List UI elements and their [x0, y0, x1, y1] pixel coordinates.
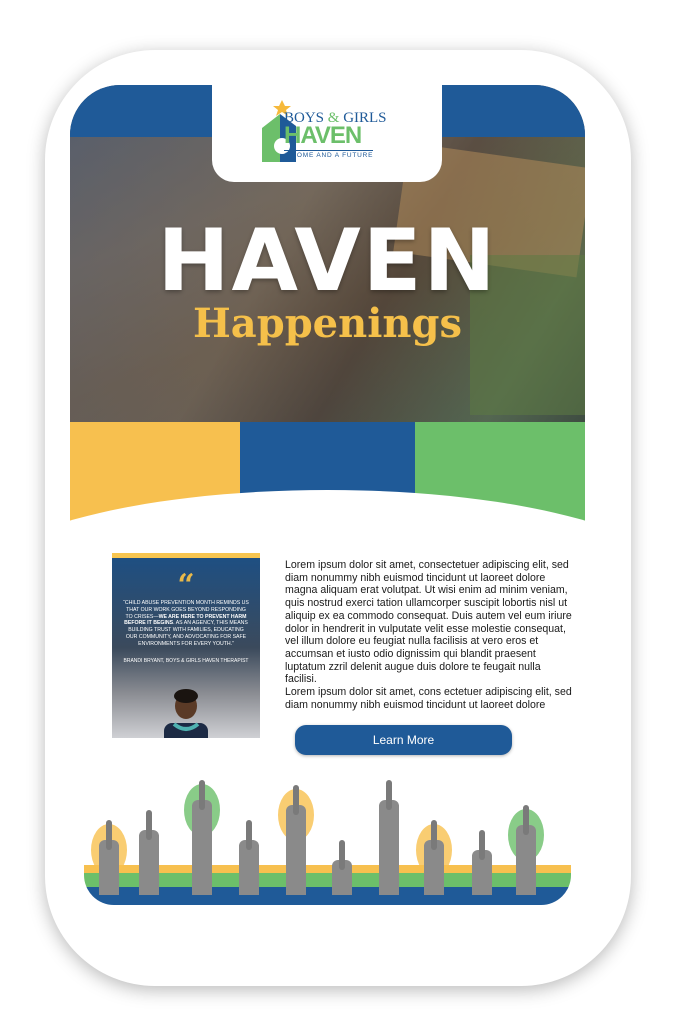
body-text-line: facilisi.	[285, 673, 317, 686]
body-text-line: Lorem ipsum dolor sit amet, cons ectetuer adipiscing elit, sed	[285, 686, 572, 699]
raised-hands-illustration	[84, 770, 571, 895]
hero-title: HAVEN	[157, 211, 498, 311]
logo-tagline: A HOME AND A FUTURE	[284, 152, 374, 159]
raised-hand-icon	[472, 830, 492, 895]
quote-mark-icon: “	[177, 568, 195, 603]
youth-photo	[164, 678, 208, 738]
raised-hand-icon	[239, 820, 259, 895]
body-text-line: luptatum zzril delenit augue duis dolore te feugait nulla	[285, 660, 541, 673]
raised-hand-icon	[379, 780, 399, 895]
raised-hand-icon	[508, 805, 544, 895]
raised-hand-icon	[184, 780, 220, 895]
logo-text-top: BOYS & GIRLS	[284, 110, 387, 126]
hero-subtitle: Happenings	[193, 300, 462, 347]
body-text-line: diam nonummy nibh euismod tincidunt ut laoreet dolore	[285, 698, 546, 711]
quote-text: “CHILD ABUSE PREVENTION MONTH REMINDS US THAT OUR WORK GOES BEYOND RESPONDING TO CRISES—WE ARE HERE TO PREVENT HARM BEFORE IT BEGINS. AS AN AGENCY, THIS MEANS BUILDING TRUST WITH FAMILIES, EDUCATING OUR COMMUNITY, AND ADVOCATING FOR SAFE ENVIRONMENTS FOR EVERY YOUTH.”	[123, 600, 249, 647]
body-text-line: Lorem ipsum dolor sit amet, consectetuer adipiscing elit, sed	[285, 559, 569, 571]
body-text-line: dolor in hendrerit in vulputate velit esse molestie consequat,	[285, 622, 566, 635]
raised-hand-icon	[278, 785, 314, 895]
quote-author: BRANDI BRYANT, BOYS & GIRLS HAVEN THERAPIST	[123, 658, 249, 664]
raised-hand-icon	[332, 840, 352, 895]
quote-card	[112, 553, 260, 738]
raised-hand-icon	[139, 810, 159, 895]
raised-hand-icon	[91, 820, 127, 895]
logo-text-haven: HAVEN	[284, 122, 362, 149]
learn-more-button[interactable]: Learn More	[295, 725, 512, 755]
raised-hand-icon	[416, 820, 452, 895]
logo-tab	[212, 85, 442, 182]
body-text-line: quis nostrud exerci tation ullamcorper suscipit lobortis nisl ut	[285, 597, 568, 610]
color-blocks	[70, 422, 585, 532]
body-text-line: aliquip ex ea commodo consequat. Duis autem vel eum iriure	[285, 609, 572, 622]
body-text	[285, 559, 575, 711]
body-text-line: diam nonummy nibh euismod tincidunt ut laoreet dolore	[285, 571, 546, 584]
body-text-line: accumsan et iusto odio dignissim qui blandit praesent	[285, 647, 536, 660]
body-text-line: vel illum dolore eu feugiat nulla facilisis at vero eros et	[285, 635, 539, 648]
body-text-line: magna aliquam erat volutpat. Ut wisi enim ad minim veniam,	[285, 584, 568, 597]
